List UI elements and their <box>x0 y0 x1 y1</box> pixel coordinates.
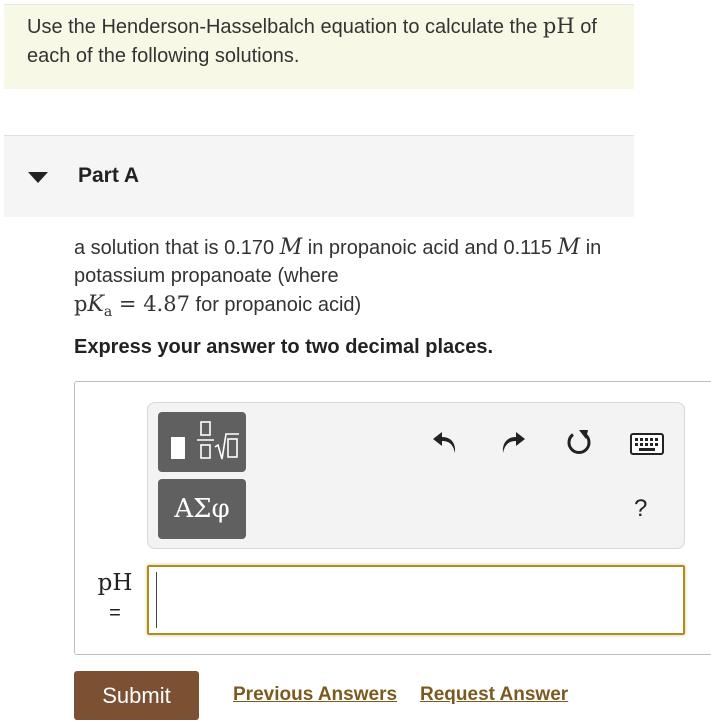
answer-instruction: Express your answer to two decimal places. <box>74 336 494 358</box>
reset-icon[interactable] <box>564 427 594 457</box>
submit-button[interactable]: Submit <box>74 671 199 720</box>
ph-answer-input[interactable] <box>147 565 685 635</box>
equals-sign: = <box>109 602 121 624</box>
part-title: Part A <box>78 164 140 187</box>
undo-arrow-icon[interactable] <box>430 427 460 457</box>
redo-arrow-icon[interactable] <box>498 427 528 457</box>
collapse-caret-icon[interactable] <box>28 172 48 183</box>
molarity-symbol: M <box>557 235 581 260</box>
math-toolbar <box>147 402 685 549</box>
part-a-header[interactable] <box>4 135 634 217</box>
molarity-symbol: M <box>279 235 303 260</box>
keyboard-icon[interactable] <box>630 433 664 455</box>
greek-symbols-button[interactable]: ΑΣφ <box>158 479 246 539</box>
previous-answers-link[interactable]: Previous Answers <box>233 684 398 705</box>
templates-button[interactable] <box>158 412 246 472</box>
question-text: a solution that is 0.170 M in propanoic acid and 0.115 M in potassium propanoate (where $pK_a = 4.87$ for propanoic acid) <box>74 235 602 320</box>
pka-value: = 4.87 <box>112 292 190 316</box>
fraction-sqrt-template-icon <box>163 417 241 467</box>
request-answer-link[interactable]: Request Answer <box>420 684 569 705</box>
text-cursor <box>156 572 157 628</box>
variable-ph: pH <box>97 570 133 596</box>
problem-intro <box>4 4 634 89</box>
intro-ph-math: pH <box>542 14 575 38</box>
help-button[interactable]: ? <box>634 495 648 522</box>
intro-text: Use the Henderson-Hasselbalch equation to calculate the <box>27 16 543 38</box>
answer-panel <box>74 381 711 655</box>
intro-text-end: of each of the following solutions. <box>27 16 597 67</box>
answer-variable-label <box>95 568 135 628</box>
